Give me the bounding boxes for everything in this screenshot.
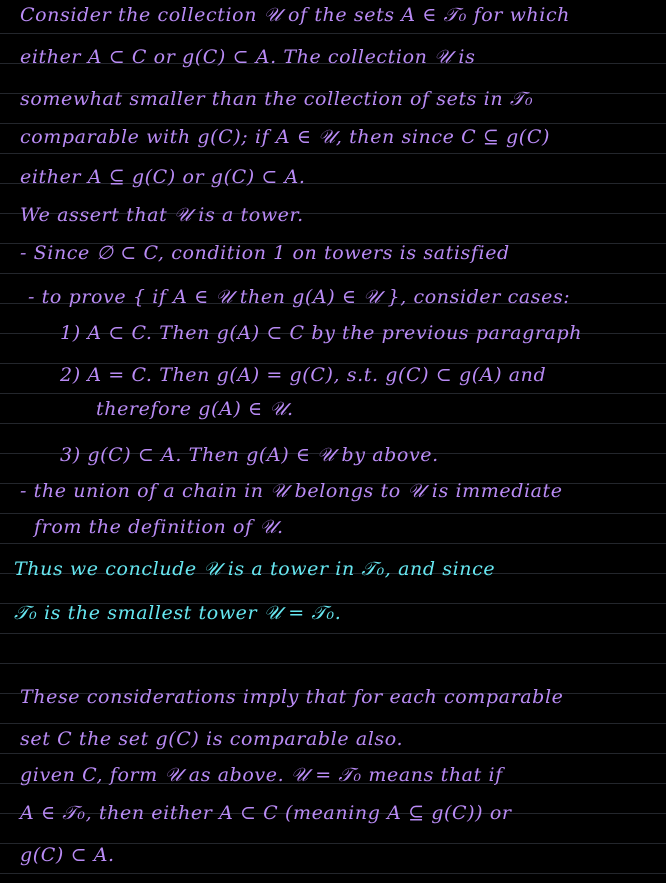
note-line: A ∈ 𝒯₀, then either A ⊂ C (meaning A ⊆ g(C)) or bbox=[20, 802, 512, 824]
note-line: either A ⊂ C or g(C) ⊂ A. The collection 𝒰 is bbox=[20, 46, 476, 68]
note-line: 3) g(C) ⊂ A. Then g(A) ∈ 𝒰 by above. bbox=[60, 444, 439, 466]
note-line: given C, form 𝒰 as above. 𝒰 = 𝒯₀ means that if bbox=[20, 764, 503, 786]
note-line: - to prove { if A ∈ 𝒰 then g(A) ∈ 𝒰 }, consider cases: bbox=[28, 286, 571, 308]
note-line: - Since ∅ ⊂ C, condition 1 on towers is satisfied bbox=[20, 242, 510, 264]
note-line: 1) A ⊂ C. Then g(A) ⊂ C by the previous paragraph bbox=[60, 322, 583, 344]
note-line: somewhat smaller than the collection of sets in 𝒯₀ bbox=[20, 88, 534, 110]
note-line: Consider the collection 𝒰 of the sets A ∈ 𝒯₀ for which bbox=[20, 4, 571, 26]
note-line: 𝒯₀ is the smallest tower 𝒰 = 𝒯₀. bbox=[14, 602, 342, 624]
note-line: 2) A = C. Then g(A) = g(C), s.t. g(C) ⊂ g(A) and bbox=[60, 364, 547, 386]
note-line: comparable with g(C); if A ∈ 𝒰, then since C ⊆ g(C) bbox=[20, 126, 550, 148]
note-line: therefore g(A) ∈ 𝒰. bbox=[96, 398, 294, 420]
note-line: set C the set g(C) is comparable also. bbox=[20, 728, 404, 750]
note-line: We assert that 𝒰 is a tower. bbox=[20, 204, 304, 226]
note-line: either A ⊆ g(C) or g(C) ⊂ A. bbox=[20, 166, 306, 188]
note-line: g(C) ⊂ A. bbox=[20, 844, 115, 866]
note-line: - the union of a chain in 𝒰 belongs to 𝒰 is immediate bbox=[20, 480, 563, 502]
note-line: These considerations imply that for each comparable bbox=[20, 686, 564, 708]
note-line: Thus we conclude 𝒰 is a tower in 𝒯₀, and since bbox=[14, 558, 496, 580]
note-line: from the definition of 𝒰. bbox=[34, 516, 284, 538]
